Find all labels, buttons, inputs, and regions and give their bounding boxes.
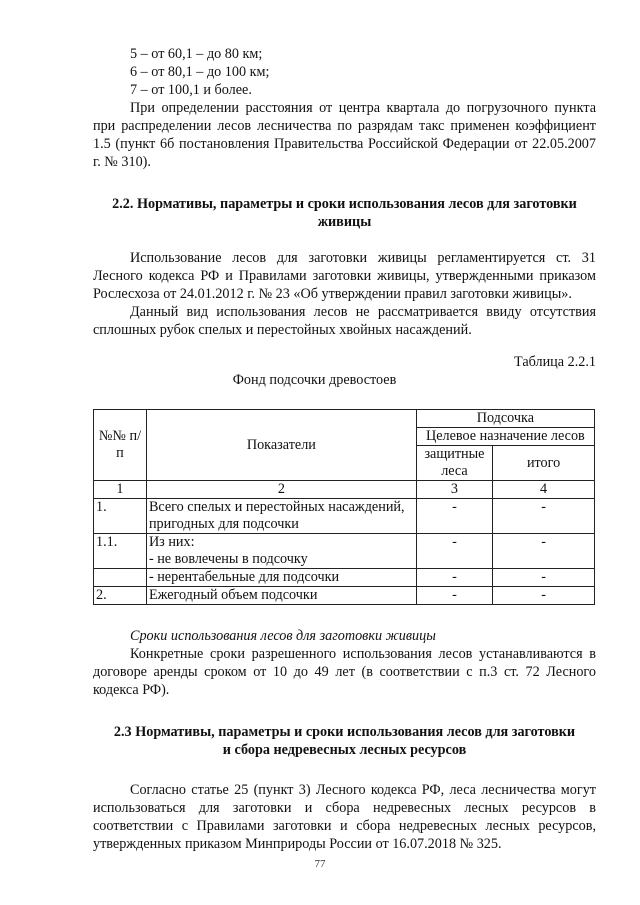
table-cell: 1.1. (94, 534, 147, 569)
page-number: 77 (314, 858, 326, 870)
table-number: Таблица 2.2.1 (514, 354, 596, 370)
table-cell: - (493, 499, 595, 534)
table-cell: - (493, 534, 595, 569)
header-protective: защитные леса (416, 446, 492, 481)
table-cell: - (493, 569, 595, 587)
paragraph-terms: Конкретные сроки разрешенного использования лесов устанавливаются в договоре аренды сроком от 10 до 49 лет (в соответствии с п.3 ст. 72 Лесного кодекса РФ). (93, 646, 596, 698)
header-group: Подсочка (416, 410, 594, 428)
table-cell: - (416, 499, 492, 534)
table-row (94, 587, 595, 605)
section-heading-2-2-line2: живицы (317, 214, 372, 230)
table-cell: 1 (94, 481, 147, 499)
table-cell: 4 (493, 481, 595, 499)
table-cell: - (493, 587, 595, 605)
table-cell: - нерентабельные для подсочки (146, 569, 416, 587)
header-num: №№ п/п (94, 410, 147, 481)
table-cell: Всего спелых и перестойных насаждений, пригодных для подсочки (146, 499, 416, 534)
table-cell: - (416, 587, 492, 605)
list-item: 5 – от 60,1 – до 80 км; (130, 46, 263, 62)
distance-list (93, 45, 596, 99)
header-total: итого (493, 446, 595, 481)
table-cell: 1. (94, 499, 147, 534)
paragraph-resin-rules: Использование лесов для заготовки живицы регламентируется ст. 31 Лесного кодекса РФ и Правилами заготовки живицы, утвержденными приказом Рослесхоза от 24.01.2012 г. № 23 «Об утверждении правил заготовки живицы». (93, 250, 596, 302)
paragraph-distance: При определении расстояния от центра квартала до погрузочного пункта при распределении лесов лесничества по разрядам такс применен коэффициент 1.5 (пункт 6б постановления Правительства Российской Федерации от 22.05.2007 г. № 310). (93, 100, 596, 170)
header-subgroup: Целевое назначение лесов (416, 428, 594, 446)
page-content (93, 45, 596, 853)
section-heading-2-3-line2: и сбора недревесных лесных ресурсов (222, 742, 467, 758)
list-item: 7 – от 100,1 и более. (130, 82, 252, 98)
table-row (94, 499, 595, 534)
table-cell: - не вовлечены в подсочку (146, 551, 416, 569)
section-heading-2-2-line1: 2.2. Нормативы, параметры и сроки использования лесов для заготовки (112, 196, 577, 212)
table-row (94, 534, 595, 552)
table-cell: 2 (146, 481, 416, 499)
table-cell: 2. (94, 587, 147, 605)
table-cell: 3 (416, 481, 492, 499)
paragraph-non-timber: Согласно статье 25 (пункт 3) Лесного кодекса РФ, леса лесничества могут использоваться для заготовки и сбора недревесных лесных ресурсов в соответствии с Правилами заготовки и сбора недревесных лесных ресурсов, утвержденных приказом Минприроды России от 16.07.2018 № 325. (93, 782, 596, 852)
list-item: 6 – от 80,1 – до 100 км; (130, 64, 270, 80)
table-cell: - (416, 569, 492, 587)
header-indicator: Показатели (146, 410, 416, 481)
section-heading-2-3-line1: 2.3 Нормативы, параметры и сроки использования лесов для заготовки (113, 724, 576, 740)
table-row (94, 569, 595, 587)
table-index-row (94, 481, 595, 499)
table-cell (94, 569, 147, 587)
table-cell: Ежегодный объем подсочки (146, 587, 416, 605)
terms-heading: Сроки использования лесов для заготовки живицы (130, 628, 436, 644)
paragraph-resin-not-considered: Данный вид использования лесов не рассматривается ввиду отсутствия сплошных рубок спелых и перестойных хвойных насаждений. (93, 304, 596, 338)
resin-fund-table (93, 409, 595, 605)
table-title: Фонд подсочки древостоев (232, 372, 397, 388)
table-cell: - (416, 534, 492, 569)
table-cell: Из них: (146, 534, 416, 552)
